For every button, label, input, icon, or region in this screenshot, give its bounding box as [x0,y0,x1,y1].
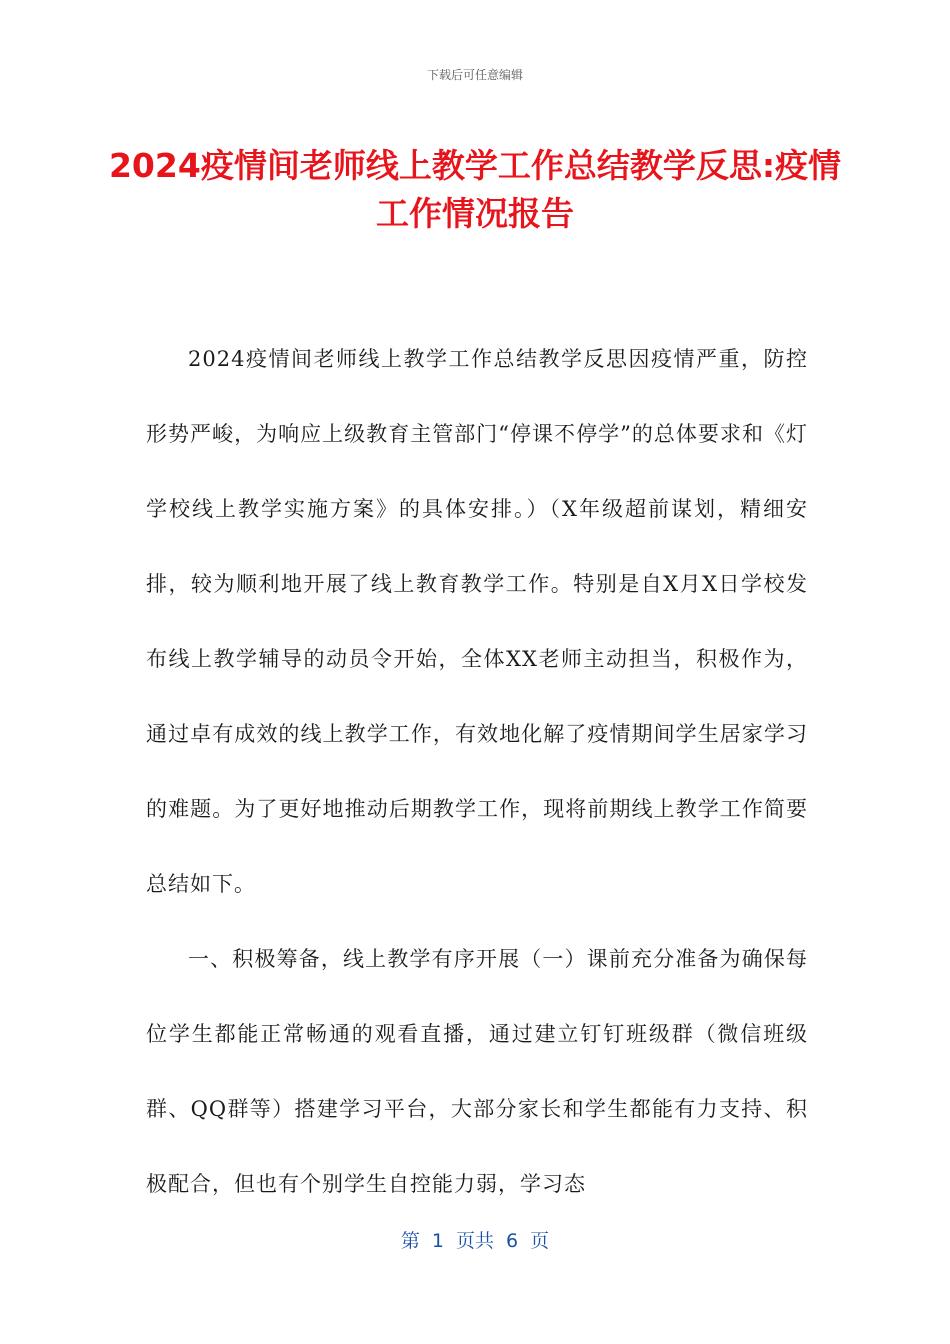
header-note: 下载后可任意编辑 [426,68,523,82]
page-total: 6 [506,1230,519,1252]
paragraph-intro: 2024疫情间老师线上教学工作总结教学反思因疫情严重，防控形势严峻，为响应上级教育主管部门“停课不停学”的总体要求和《灯学校线上教学实施方案》的具体安排。）（X年级超前谋划，精细安排，较为顺利地开展了线上教育教学工作。特别是自X月X日学校发布线上教学辅导的动员令开始，全体XX老师主动担当，积极作为，通过卓有成效的线上教学工作，有效地化解了疫情期间学生居家学习的难题。为了更好地推动后期教学工作，现将前期线上教学工作简要总结如下。 [146,347,808,896]
document-title: 2024疫情间老师线上教学工作总结教学反思:疫情工作情况报告 [108,146,842,233]
page-middle: 页共 [455,1230,494,1252]
page-footer [0,1226,950,1253]
page-suffix: 页 [530,1230,550,1252]
page-prefix: 第 [400,1230,420,1252]
paragraph-section-one: 一、积极筹备，线上教学有序开展（一）课前充分准备为确保每位学生都能正常畅通的观看直播，通过建立钉钉班级群（微信班级群、QQ群等）搭建学习平台，大部分家长和学生都能有力支持、积极配合，但也有个别学生自控能力弱，学习态 [146,947,808,1196]
page-current: 1 [431,1230,444,1252]
document-body [146,322,808,1222]
